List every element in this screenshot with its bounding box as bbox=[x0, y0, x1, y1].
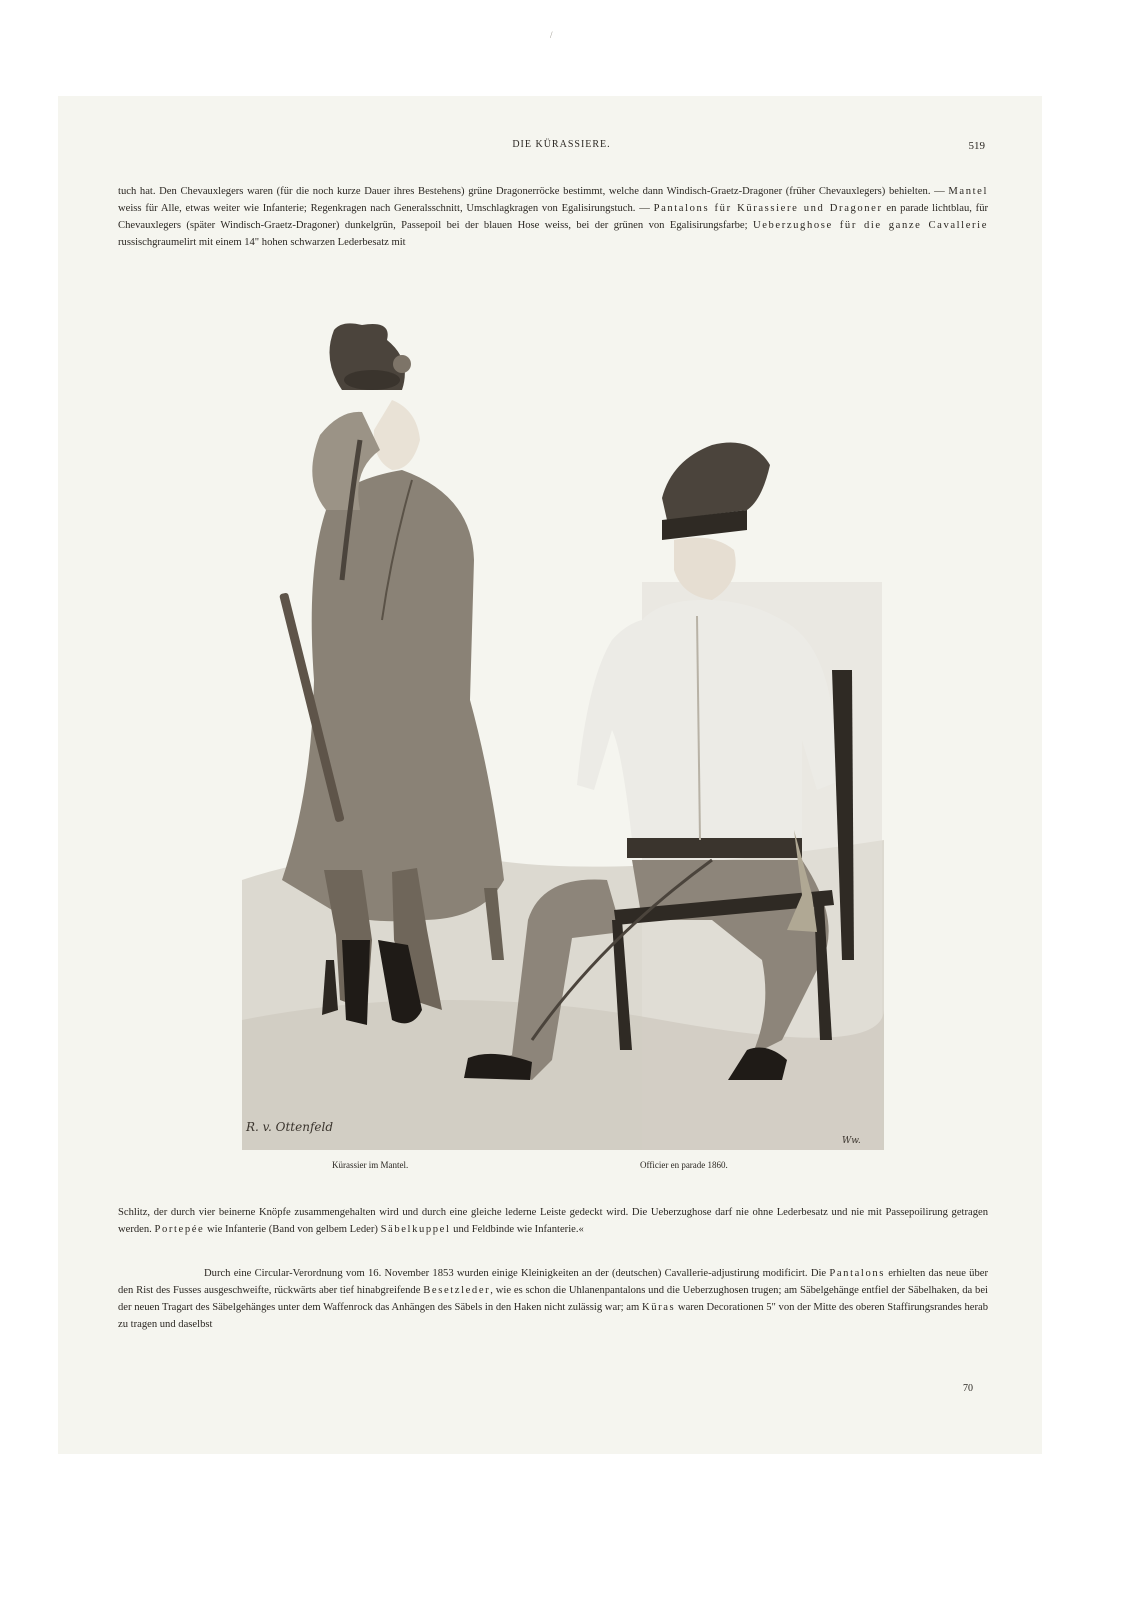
artist-signature: R. v. Ottenfeld bbox=[246, 1120, 334, 1134]
text-run: , wie es schon die Uhlanenpantalons und die Ueberzughosen trugen; am Säbelgehänge entfiel der Säbelhaken, da bei der neuen Tragart des Säbelgehänges unter dem Waffenrock das Anhängen des Säbels in den Haken nicht zulässig war; am bbox=[118, 1285, 988, 1313]
spaced-term: Küras bbox=[641, 1302, 676, 1313]
sheet-signature: 70 bbox=[963, 1383, 973, 1394]
spaced-term: Ueberzughose für die ganze Cavallerie bbox=[752, 220, 988, 231]
text-run: waren Decorationen 5" von der Mitte des oberen Staffirungsrandes herab zu tragen und daselbst bbox=[118, 1302, 989, 1330]
bottom-paragraph-1 bbox=[118, 1204, 988, 1238]
text-run: wie Infanterie (Band von gelbem Leder) bbox=[204, 1224, 381, 1235]
spaced-term: Mantel bbox=[948, 186, 988, 197]
text-run: und Feldbinde wie Infanterie.« bbox=[450, 1224, 584, 1235]
caption-left: Kürassier im Mantel. bbox=[332, 1160, 409, 1170]
text-run: Durch eine Circular-Verordnung vom 16. November 1853 wurden einige Kleinigkeiten an der (deutschen) Cavallerie-adjustirung modificirt. Die bbox=[204, 1268, 830, 1279]
spaced-term: Portepée bbox=[154, 1224, 205, 1235]
text-run: tuch hat. Den Chevauxlegers waren (für die noch kurze Dauer ihres Bestehens) grüne Dragonerröcke bestimmt, welche dann Windisch-Graetz-Dragoner (früher Chevauxlegers) behielten. — bbox=[118, 186, 949, 197]
engraver-mark: Ww. bbox=[842, 1136, 861, 1146]
spaced-term: Säbelkuppel bbox=[380, 1224, 451, 1235]
caption-right: Officier en parade 1860. bbox=[640, 1160, 728, 1170]
illustration-drawing bbox=[242, 320, 884, 1150]
text-run: weiss für Alle, etwas weiter wie Infanterie; Regenkragen nach Generalsschnitt, Umschlagkragen von Egalisirungstuch. — bbox=[118, 203, 654, 214]
running-head: DIE KÜRASSIERE. bbox=[512, 139, 611, 150]
spaced-term: Besetzleder bbox=[423, 1285, 491, 1296]
text-run: russischgraumelirt mit einem 14" hohen schwarzen Lederbesatz mit bbox=[118, 237, 406, 248]
top-paragraph bbox=[118, 183, 988, 251]
corner-mark: / bbox=[550, 30, 553, 40]
illustration bbox=[242, 320, 884, 1150]
text-run: Schlitz, der durch vier beinerne Knöpfe zusammengehalten wird und durch eine gleiche lederne Leiste gedeckt wird. Die Ueberzughose darf nie ohne Lederbesatz und nie mit Passepoilirung getragen werden. bbox=[118, 1207, 988, 1235]
page-number: 519 bbox=[968, 140, 985, 152]
spaced-term: Pantalons für Kürassiere und Dragoner bbox=[653, 203, 883, 214]
text-run: en parade lichtblau, für Chevauxlegers (später Windisch-Graetz-Dragoner) dunkelgrün, Passepoil bei der blauen Hose weiss, bei der grünen von Egalisirungsfarbe; bbox=[118, 203, 989, 231]
bottom-paragraph-2 bbox=[118, 1265, 988, 1333]
spaced-term: Pantalons bbox=[829, 1268, 885, 1279]
text-run: erhielten das neue über den Rist des Fusses ausgeschweifte, rückwärts aber tief hinabgreifende bbox=[118, 1268, 988, 1296]
